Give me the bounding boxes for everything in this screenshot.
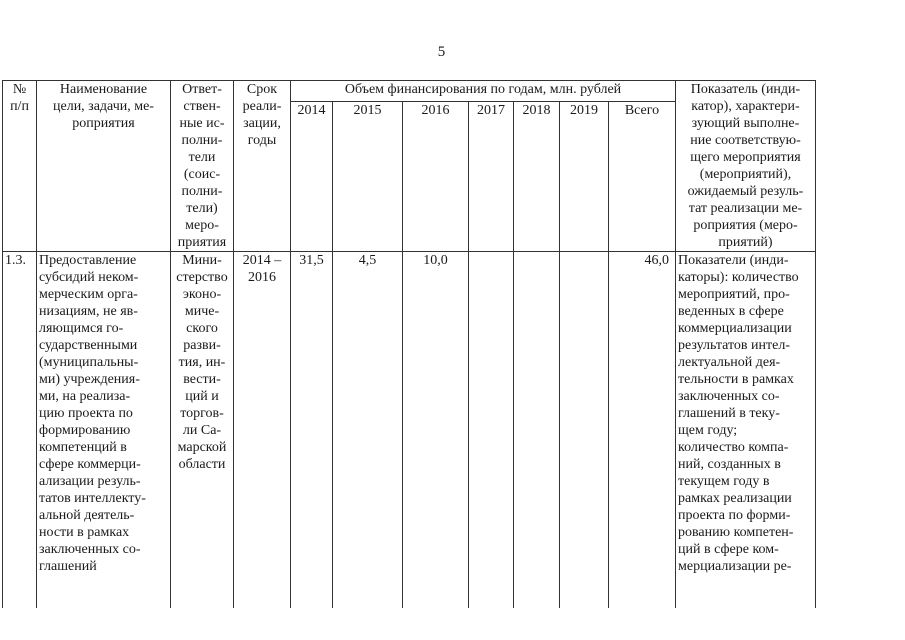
row-value-2016: 10,0 (403, 252, 469, 609)
row-value-2019 (560, 252, 609, 609)
row-value-2017 (469, 252, 514, 609)
program-table (2, 80, 816, 608)
row-name: Предоставление субсидий неком- мерческим орга- низациям, не яв- ляющимся го- сударственными (муниципальны- ми) учреждения- ми, на реализа- цию проекта по формированию компетенций в сфере коммерци- ализации резуль- татов интеллекту- альной деятель- ности в рамках заключенных со- глашений (37, 252, 171, 609)
row-value-total: 46,0 (609, 252, 676, 609)
header-year: 2017 (469, 102, 514, 252)
header-num: № п/п (3, 81, 37, 252)
row-num: 1.3. (3, 252, 37, 609)
header-term: Срок реали- зации, годы (234, 81, 291, 252)
header-name: Наименование цели, задачи, ме- роприятия (37, 81, 171, 252)
header-year: 2018 (514, 102, 560, 252)
header-year: 2014 (291, 102, 333, 252)
row-indicator: Показатели (инди- каторы): количество мероприятий, про- веденных в сфере коммерциализации результатов интел- лектуальной дея- тельности в рамках заключенных со- глашений в теку- щем году; количество компа- ний, созданных в текущем году в рамках реализации проекта по форми- рованию компетен- ций в сфере ком- мерциализации ре- (676, 252, 816, 609)
row-term: 2014 – 2016 (234, 252, 291, 609)
header-indicator: Показатель (инди- катор), характери- зующий выполне- ние соответствую- щего мероприятия (мероприятий), ожидаемый резуль- тат реализации ме- роприятия (меро- приятий) (676, 81, 816, 252)
row-responsible: Мини- стерство эконо- миче- ского разви- тия, ин- вести- ций и торгов- ли Са- марской области (171, 252, 234, 609)
page-number: 5 (437, 44, 446, 60)
header-year: 2016 (403, 102, 469, 252)
header-funding-title: Объем финансирования по годам, млн. рублей (291, 81, 676, 102)
row-value-2015: 4,5 (333, 252, 403, 609)
row-value-2018 (514, 252, 560, 609)
header-row-1 (3, 81, 816, 102)
header-year: 2019 (560, 102, 609, 252)
header-year: 2015 (333, 102, 403, 252)
header-responsible: Ответ- ствен- ные ис- полни- тели (соис- полни- тели) меро- приятия (171, 81, 234, 252)
row-value-2014: 31,5 (291, 252, 333, 609)
table-row (3, 252, 816, 609)
header-total: Всего (609, 102, 676, 252)
